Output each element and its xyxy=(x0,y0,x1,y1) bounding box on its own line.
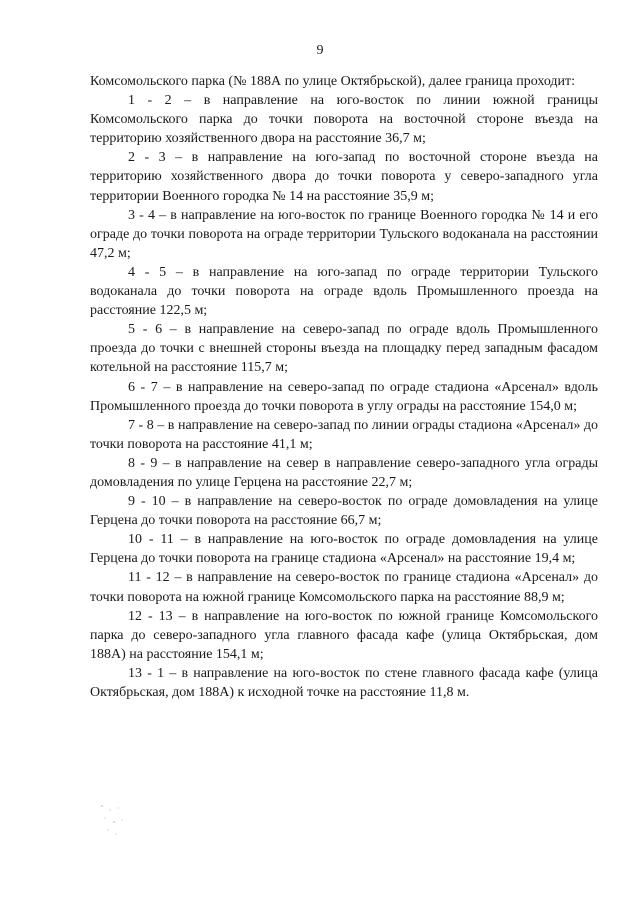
segment-11-12: 11 - 12 – в направление на северо-восток по границе стадиона «Арсенал» до точки поворота на южной границе Комсомольского парка на расстояние 88,9 м; xyxy=(90,570,598,605)
segment-6-7: 6 - 7 – в направление на северо-запад по ограде стадиона «Арсенал» вдоль Промышленного проезда до точки поворота в углу ограды на расстояние 154,0 м; xyxy=(90,379,598,414)
segment-3-4: 3 - 4 – в направление на юго-восток по границе Военного городка № 14 и его ограде до точки поворота на ограде территории Тульского водоканала на расстоянии 47,2 м; xyxy=(90,207,598,261)
segment-10-11: 10 - 11 – в направление на юго-восток по ограде домовладения на улице Герцена до точки поворота на границе стадиона «Арсенал» на расстояние 19,4 м; xyxy=(90,532,598,567)
segment-8-9: 8 - 9 – в направление на север в направление северо-западного угла ограды домовладения по улице Герцена на расстояние 22,7 м; xyxy=(90,455,598,490)
segment-2-3: 2 - 3 – в направление на юго-запад по восточной стороне въезда на территорию хозяйственного двора до точки поворота у северо-западного угла территории Военного городка № 14 на расстояние 35,9 м; xyxy=(90,150,598,204)
segment-5-6: 5 - 6 – в направление на северо-запад по ограде вдоль Промышленного проезда до точки с внешней стороны въезда на площадку перед западным фасадом котельной на расстояние 115,7 м; xyxy=(90,322,598,376)
segment-7-8: 7 - 8 – в направление на северо-запад по линии ограды стадиона «Арсенал» до точки поворота на расстояние 41,1 м; xyxy=(90,417,598,452)
document-body xyxy=(90,72,598,702)
segment-9-10: 9 - 10 – в направление на северо-восток по ограде домовладения на улице Герцена до точки поворота на расстояние 66,7 м; xyxy=(90,494,598,529)
intro-paragraph: Комсомольского парка (№ 188А по улице Октябрьской), далее граница проходит: xyxy=(90,74,576,89)
segment-4-5: 4 - 5 – в направление на юго-запад по ограде территории Тульского водоканала до точки поворота на ограде вдоль Промышленного проезда на расстояние 122,5 м; xyxy=(90,264,598,319)
segment-13-1: 13 - 1 – в направление на юго-восток по стене главного фасада кафе (улица Октябрьская, дом 188А) к исходной точке на расстояние 11,8 м. xyxy=(90,665,598,700)
segment-1-2: 1 - 2 – в направление на юго-восток по линии южной границы Комсомольского парка до точки поворота на восточной стороне въезда на территорию хозяйственного двора на расстояние 36,7 м; xyxy=(90,93,598,147)
scan-artifact-dots xyxy=(96,800,136,840)
page-number: 9 xyxy=(316,43,324,58)
segment-12-13: 12 - 13 – в направление на юго-восток по южной границе Комсомольского парка до северо-западного угла главного фасада кафе (улица Октябрьская, дом 188А) на расстояние 154,1 м; xyxy=(90,608,598,662)
